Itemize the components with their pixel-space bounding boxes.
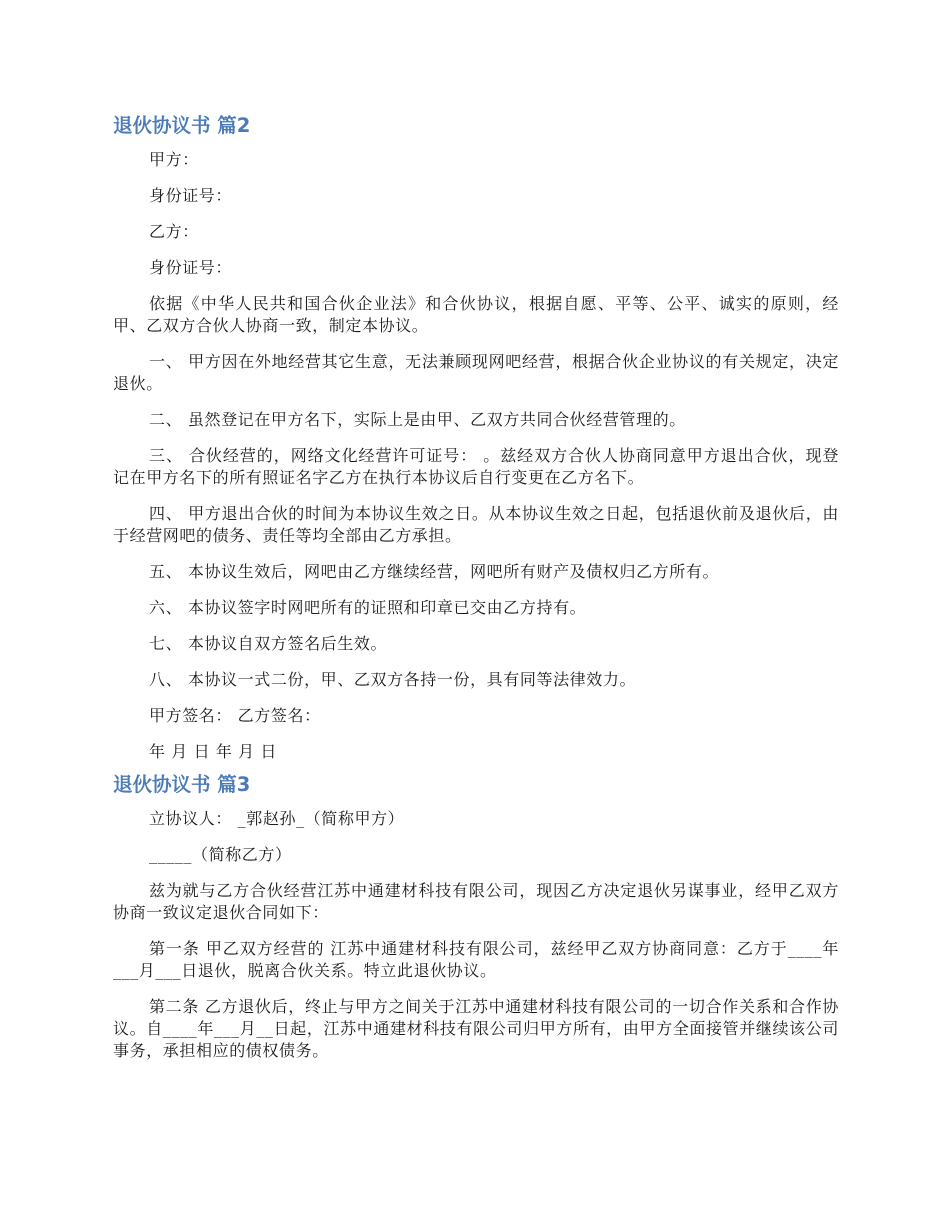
document-page <box>113 112 839 1062</box>
clause-2: 二、 虽然登记在甲方名下，实际上是由甲、乙双方共同合伙经营管理的。 <box>149 410 686 429</box>
clause-7: 七、 本协议自双方签名后生效。 <box>149 634 388 653</box>
clause-1: 一、 甲方因在外地经营其它生意，无法兼顾现网吧经营，根据合伙企业协议的有关规定，决定退伙。 <box>113 352 839 393</box>
party-b-line: 乙方： <box>149 222 199 241</box>
date-line: 年 月 日 年 月 日 <box>149 742 278 761</box>
party-b-blank-line: _____（简称乙方） <box>149 845 292 864</box>
clause-6: 六、 本协议签字时网吧所有的证照和印章已交由乙方持有。 <box>149 598 587 617</box>
party-a-line: 甲方： <box>149 150 199 169</box>
signature-line: 甲方签名： 乙方签名： <box>149 706 321 725</box>
article-1: 第一条 甲乙双方经营的 江苏中通建材科技有限公司，兹经甲乙双方协商同意：乙方于____年___月___日退伙，脱离合伙关系。特立此退伙协议。 <box>113 939 839 980</box>
clause-8: 八、 本协议一式二份，甲、乙双方各持一份，具有同等法律效力。 <box>149 670 637 689</box>
party-b-id-line: 身份证号： <box>149 258 233 277</box>
preamble-paragraph: 依据《中华人民共和国合伙企业法》和合伙协议，根据自愿、平等、公平、诚实的原则，经甲、乙双方合伙人协商一致，制定本协议。 <box>113 294 839 335</box>
clause-3: 三、 合伙经营的，网络文化经营许可证号： 。兹经双方合伙人协商同意甲方退出合伙，现登记在甲方名下的所有照证名字乙方在执行本协议后自行变更在乙方名下。 <box>113 446 839 487</box>
section-2-title: 退伙协议书 篇2 <box>113 114 251 137</box>
section-3-title: 退伙协议书 篇3 <box>113 773 251 796</box>
article-2: 第二条 乙方退伙后，终止与甲方之间关于江苏中通建材科技有限公司的一切合作关系和合作协议。自____年___月__日起，江苏中通建材科技有限公司归甲方所有，由甲方全面接管并继续该公司事务，承担相应的债权债务。 <box>113 997 839 1060</box>
section-3-preamble: 兹为就与乙方合伙经营江苏中通建材科技有限公司，现因乙方决定退伙另谋事业，经甲乙双方协商一致议定退伙合同如下： <box>113 881 839 922</box>
clause-5: 五、 本协议生效后，网吧由乙方继续经营，网吧所有财产及债权归乙方所有。 <box>149 562 720 581</box>
party-a-id-line: 身份证号： <box>149 186 233 205</box>
clause-4: 四、 甲方退出合伙的时间为本协议生效之日。从本协议生效之日起，包括退伙前及退伙后，由于经营网吧的债务、责任等均全部由乙方承担。 <box>113 504 839 545</box>
agreement-party-line: 立协议人： _郭赵孙_（简称甲方） <box>149 809 405 828</box>
